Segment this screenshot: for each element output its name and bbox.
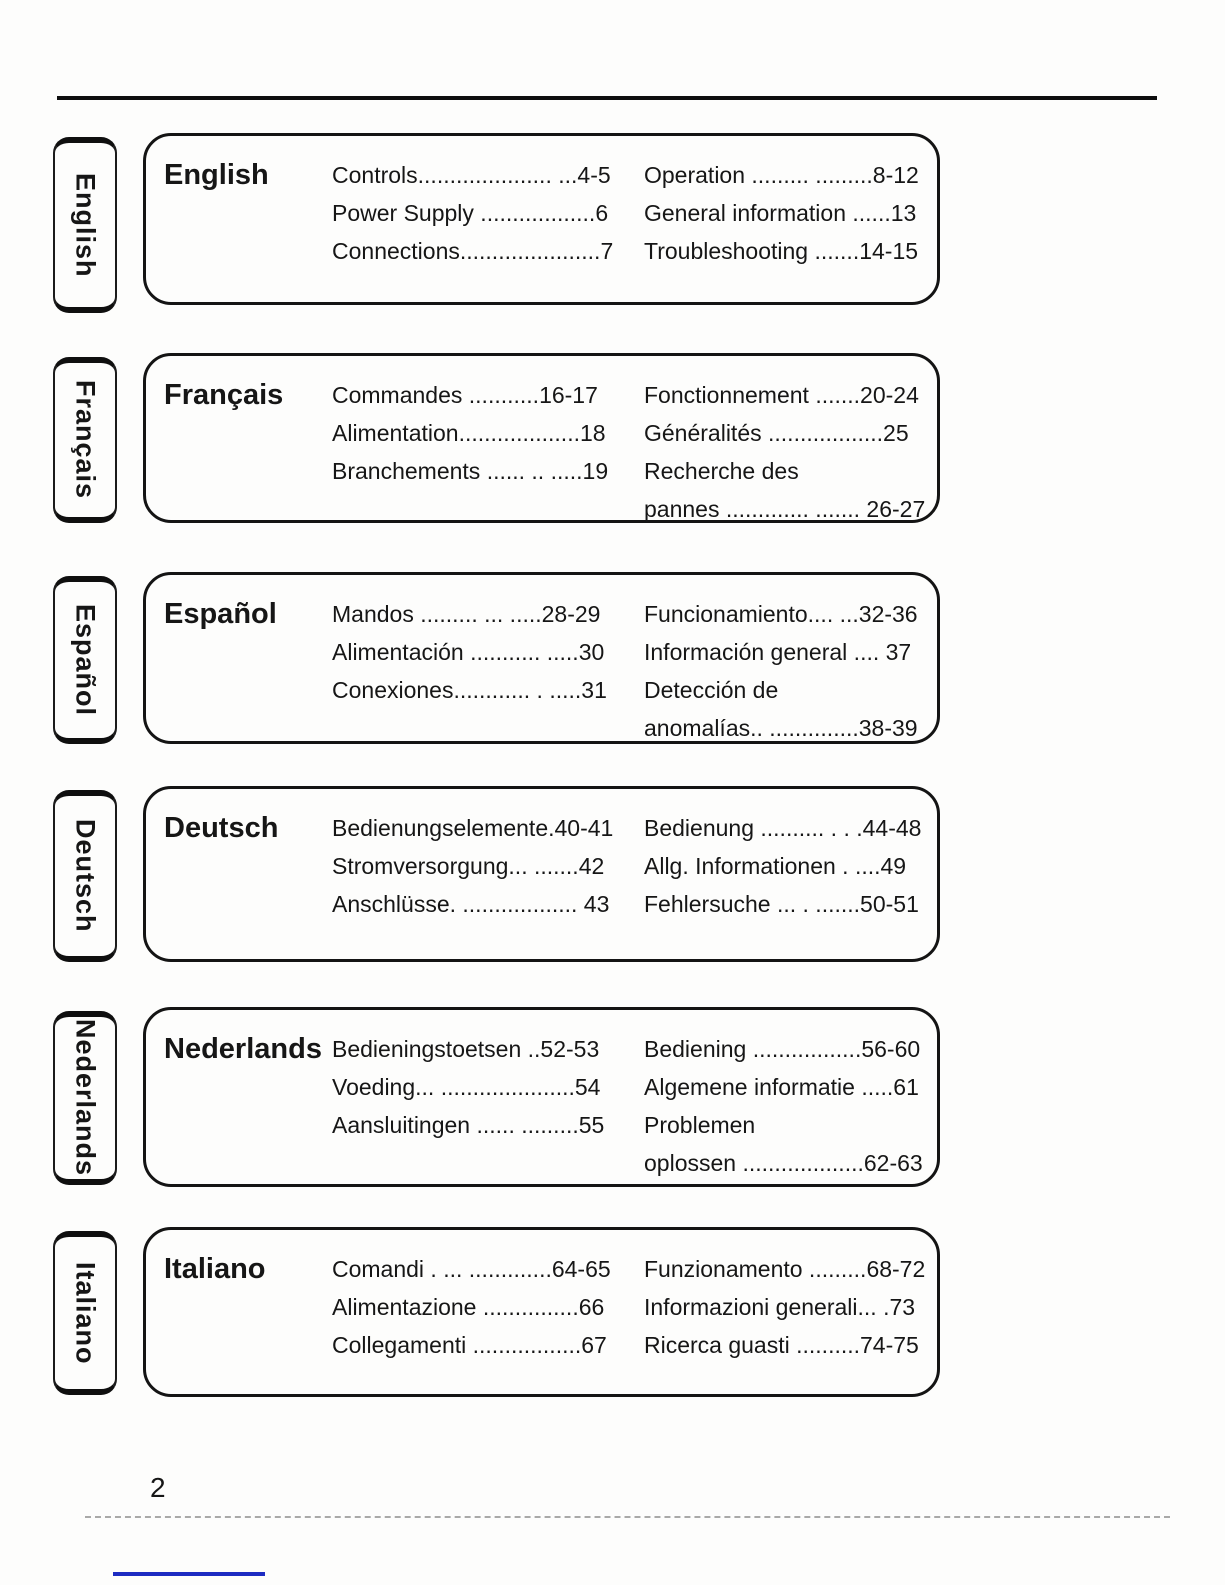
section-nederlands bbox=[143, 1007, 940, 1187]
section-title: Nederlands bbox=[164, 1033, 322, 1065]
toc-entry: Fehlersuche ... . .......50-51 bbox=[644, 891, 919, 917]
section-deutsch bbox=[143, 786, 940, 962]
language-tab-label: English bbox=[70, 172, 101, 278]
toc-entry: Recherche des bbox=[644, 458, 799, 484]
toc-entry: Commandes ...........16-17 bbox=[332, 382, 598, 408]
toc-entry: Conexiones............ . .....31 bbox=[332, 677, 607, 703]
toc-column-2 bbox=[644, 595, 923, 741]
section-title: Italiano bbox=[164, 1253, 266, 1285]
toc-column-1 bbox=[332, 595, 644, 741]
language-tab-english bbox=[53, 137, 117, 313]
section-title: English bbox=[164, 159, 269, 191]
section-title: Español bbox=[164, 598, 277, 630]
section-english bbox=[143, 133, 940, 305]
toc-entry: Voeding... .....................54 bbox=[332, 1074, 601, 1100]
language-tab-italiano bbox=[53, 1231, 117, 1395]
toc-entry: Fonctionnement .......20-24 bbox=[644, 382, 919, 408]
toc-entry: Bediening .................56-60 bbox=[644, 1036, 921, 1062]
toc-entry: Branchements ...... .. .....19 bbox=[332, 458, 609, 484]
section-title: Deutsch bbox=[164, 812, 279, 844]
language-tab-espanol bbox=[53, 576, 117, 744]
toc-entry: Controls..................... ...4-5 bbox=[332, 162, 611, 188]
toc-entry: Bedienungselemente.40-41 bbox=[332, 815, 614, 841]
language-tab-label: Deutsch bbox=[70, 819, 101, 933]
toc-entry: Algemene informatie .....61 bbox=[644, 1074, 919, 1100]
language-tab-label: Nederlands bbox=[70, 1019, 101, 1177]
language-tab-label: Français bbox=[70, 380, 101, 500]
language-tab-nederlands bbox=[53, 1011, 117, 1185]
toc-entry: Anschlüsse. .................. 43 bbox=[332, 891, 610, 917]
toc-column-2 bbox=[644, 1250, 925, 1394]
top-rule bbox=[57, 96, 1157, 100]
section-espanol bbox=[143, 572, 940, 744]
toc-entry: Bedienung .......... . . .44-48 bbox=[644, 815, 922, 841]
toc-entry: Alimentation...................18 bbox=[332, 420, 606, 446]
toc-entry: Funcionamiento.... ...32-36 bbox=[644, 601, 918, 627]
scan-artifact-blue-line bbox=[113, 1572, 265, 1576]
toc-entry: Alimentación ........... .....30 bbox=[332, 639, 605, 665]
toc-column-2 bbox=[644, 156, 923, 302]
toc-entry: Collegamenti .................67 bbox=[332, 1332, 607, 1358]
toc-entry: Información general .... 37 bbox=[644, 639, 912, 665]
toc-entry: Funzionamento .........68-72 bbox=[644, 1256, 926, 1282]
toc-entry: pannes ............. ....... 26-27 bbox=[644, 496, 926, 522]
language-tab-deutsch bbox=[53, 790, 117, 962]
toc-column-2 bbox=[644, 1030, 923, 1184]
toc-entry: General information ......13 bbox=[644, 200, 917, 226]
page-number: 2 bbox=[150, 1472, 166, 1503]
toc-entry: Troubleshooting .......14-15 bbox=[644, 238, 919, 264]
toc-entry: Mandos ......... ... .....28-29 bbox=[332, 601, 601, 627]
toc-column-1 bbox=[332, 1250, 644, 1394]
toc-entry: Bedieningstoetsen ..52-53 bbox=[332, 1036, 600, 1062]
toc-entry: Ricerca guasti ..........74-75 bbox=[644, 1332, 919, 1358]
language-tab-label: Italiano bbox=[70, 1261, 101, 1365]
toc-column-1 bbox=[332, 156, 644, 302]
toc-entry: Alimentazione ...............66 bbox=[332, 1294, 605, 1320]
toc-entry: oplossen ...................62-63 bbox=[644, 1150, 923, 1176]
toc-entry: Connections......................7 bbox=[332, 238, 614, 264]
language-tab-label: Español bbox=[70, 603, 101, 717]
toc-column-1 bbox=[332, 1030, 644, 1184]
toc-column-2 bbox=[644, 376, 925, 520]
toc-column-2 bbox=[644, 809, 923, 959]
toc-entry: Généralités ..................25 bbox=[644, 420, 909, 446]
toc-entry: Problemen bbox=[644, 1112, 756, 1138]
toc-entry: Allg. Informationen . ....49 bbox=[644, 853, 907, 879]
toc-entry: Informazioni generali... .73 bbox=[644, 1294, 916, 1320]
section-title: Français bbox=[164, 379, 284, 411]
section-francais bbox=[143, 353, 940, 523]
toc-entry: Detección de bbox=[644, 677, 779, 703]
scan-artifact-dashed-line bbox=[85, 1516, 1170, 1518]
toc-column-1 bbox=[332, 376, 644, 520]
toc-entry: Aansluitingen ...... .........55 bbox=[332, 1112, 605, 1138]
toc-entry: anomalías.. ..............38-39 bbox=[644, 715, 918, 741]
toc-entry: Power Supply ..................6 bbox=[332, 200, 609, 226]
toc-entry: Stromversorgung... .......42 bbox=[332, 853, 605, 879]
toc-entry: Operation ......... .........8-12 bbox=[644, 162, 919, 188]
toc-entry: Comandi . ... .............64-65 bbox=[332, 1256, 611, 1282]
toc-column-1 bbox=[332, 809, 644, 959]
section-italiano bbox=[143, 1227, 940, 1397]
language-tab-francais bbox=[53, 357, 117, 523]
